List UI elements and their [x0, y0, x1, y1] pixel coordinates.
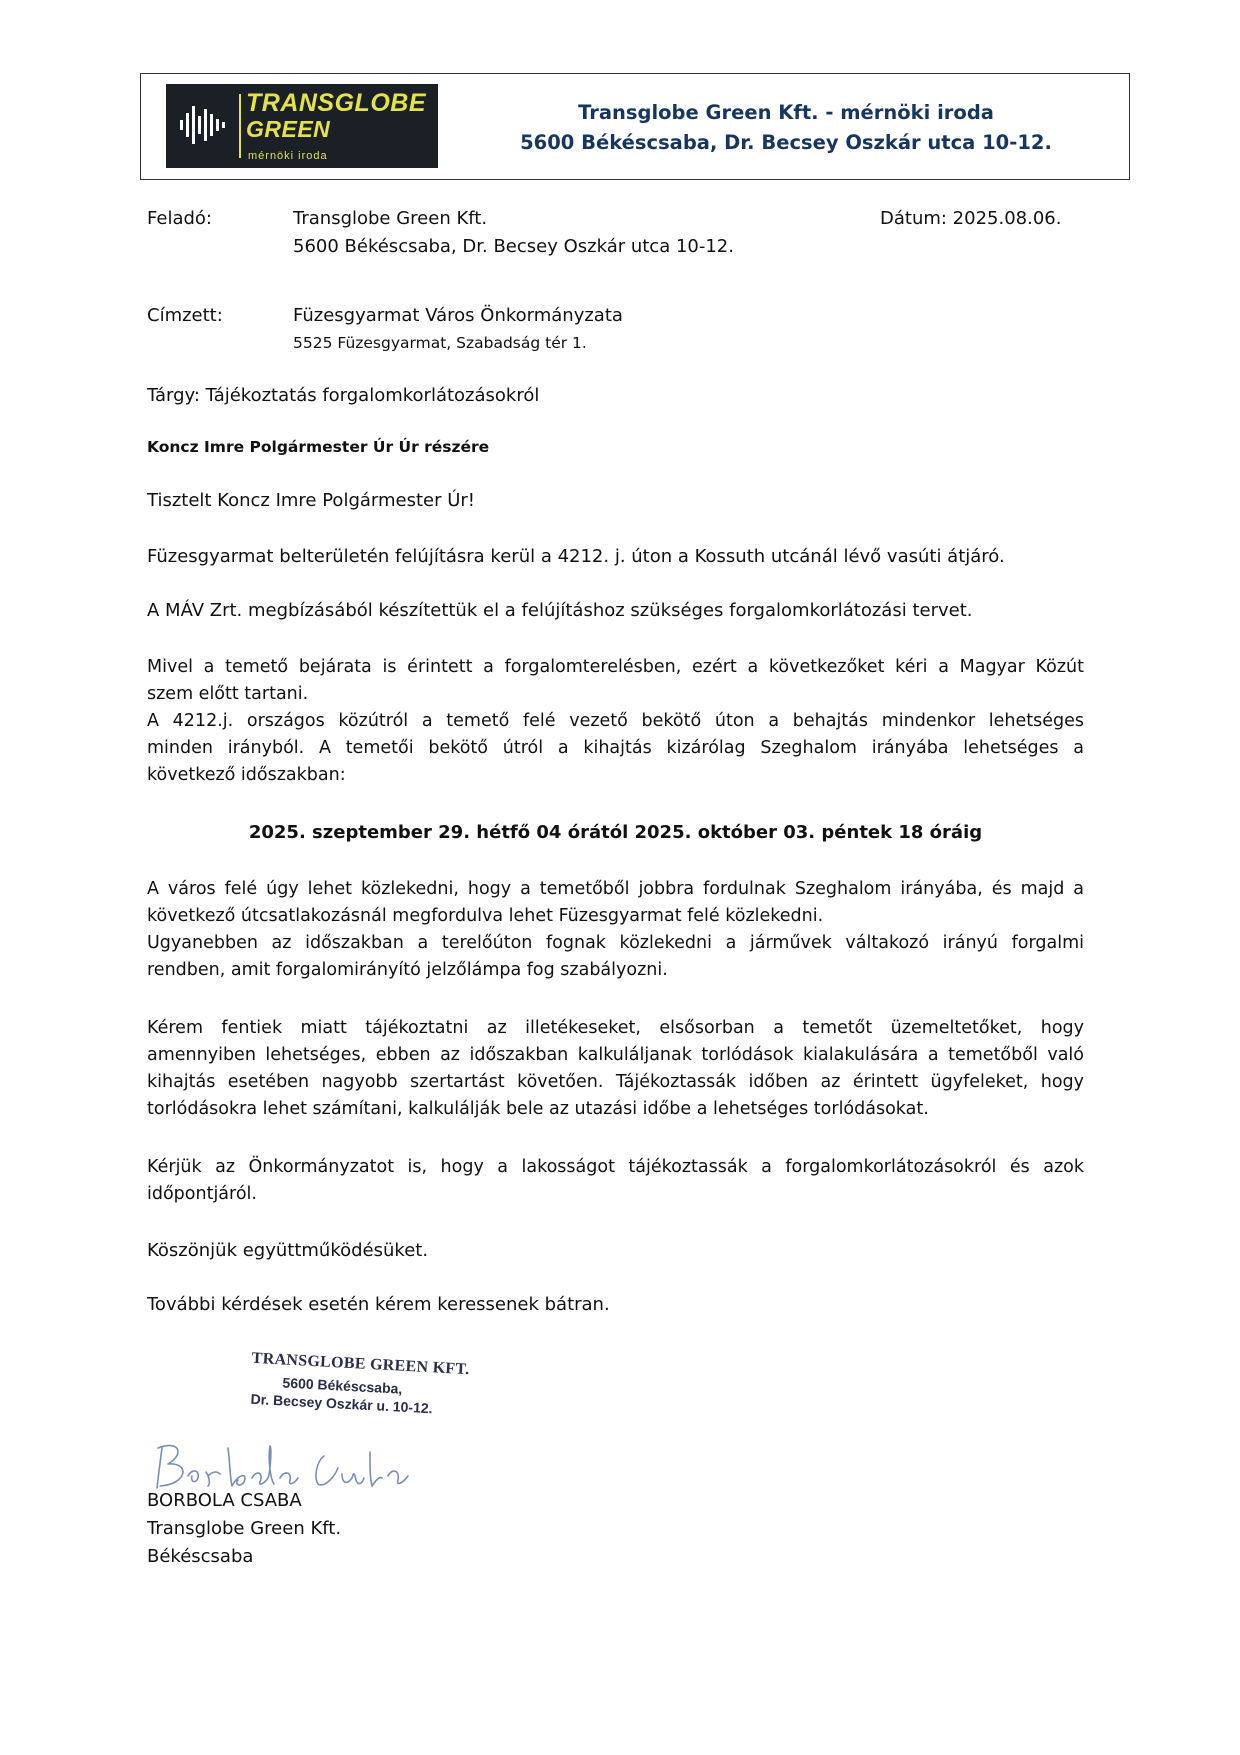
- paragraph-4-line-1: A város felé úgy lehet közlekedni, hogy a temetőből jobbra fordulnak Szeghalom irányába, és majd a: [147, 879, 1084, 899]
- company-stamp: [243, 1349, 470, 1441]
- letter-date: Dátum: 2025.08.06.: [880, 208, 1062, 229]
- sender-address: 5600 Békéscsaba, Dr. Becsey Oszkár utca 10-12.: [293, 236, 734, 257]
- restriction-period: 2025. szeptember 29. hétfő 04 órától 2025. október 03. péntek 18 óráig: [248, 822, 983, 843]
- recipient-name: Füzesgyarmat Város Önkormányzata: [293, 305, 623, 326]
- paragraph-5-line-4: torlódásokra lehet számítani, kalkulálják bele az utazási időbe a lehetséges torlódásokat.: [147, 1099, 929, 1119]
- stamp-line-1: TRANSGLOBE GREEN KFT.: [251, 1349, 470, 1379]
- signatory-name: BORBOLA CSABA: [147, 1490, 302, 1511]
- sound-wave-icon: [178, 100, 228, 150]
- paragraph-5-line-1: Kérem fentiek miatt tájékoztatni az illetékeseket, elsősorban a temetőt üzemeltetőket, hogy: [147, 1018, 1084, 1038]
- paragraph-4-line-4: rendben, amit forgalomirányító jelzőlámpa fog szabályozni.: [147, 960, 668, 980]
- attention-line: Koncz Imre Polgármester Úr Úr részére: [147, 438, 490, 456]
- sender-label: Feladó:: [147, 208, 212, 229]
- logo-divider: [239, 94, 241, 158]
- letterhead-text: [456, 98, 1116, 158]
- paragraph-5: [147, 1015, 1084, 1123]
- paragraph-4-line-3: Ugyanebben az időszakban a terelőúton fognak közlekedni a járművek váltakozó irányú forgalmi: [147, 933, 1084, 953]
- letterhead: [140, 73, 1130, 180]
- handwritten-signature: [148, 1428, 418, 1498]
- stamp-line-2: 5600 Békéscsaba,: [282, 1374, 403, 1397]
- signatory-company: Transglobe Green Kft.: [147, 1518, 342, 1539]
- paragraph-3: [147, 654, 1084, 789]
- paragraph-2: A MÁV Zrt. megbízásából készítettük el a felújításhoz szükséges forgalomkorlátozási tervet.: [147, 600, 973, 621]
- paragraph-3-line-2: szem előtt tartani.: [147, 684, 309, 704]
- logo-text-transglobe: TRANSGLOBE: [246, 89, 426, 117]
- signatory-city: Békéscsaba: [147, 1546, 254, 1567]
- recipient-label: Címzett:: [147, 305, 223, 326]
- paragraph-8: További kérdések esetén kérem keressenek bátran.: [147, 1294, 610, 1315]
- logo-text-subtitle: mérnöki iroda: [248, 150, 328, 162]
- paragraph-4-line-2: következő útcsatlakozásnál megfordulva lehet Füzesgyarmat felé közlekedni.: [147, 906, 824, 926]
- paragraph-6: [147, 1154, 1084, 1208]
- sender-name: Transglobe Green Kft.: [293, 208, 488, 229]
- paragraph-5-line-3: kihajtás esetében nagyobb szertartást követően. Tájékoztassák időben az érintett ügyfeleket, hogy: [147, 1072, 1084, 1092]
- recipient-address: 5525 Füzesgyarmat, Szabadság tér 1.: [293, 334, 587, 352]
- paragraph-7: Köszönjük együttműködésüket.: [147, 1240, 429, 1261]
- paragraph-5-line-2: amennyiben lehetséges, ebben az időszakban kalkuláljanak torlódások kialakulására a temetőből való: [147, 1045, 1084, 1065]
- company-logo: [166, 84, 438, 168]
- paragraph-3-line-5: következő időszakban:: [147, 765, 346, 785]
- paragraph-3-line-4: minden irányból. A temetői bekötő útról a kihajtás kizárólag Szeghalom irányába lehetséges a: [147, 738, 1084, 758]
- stamp-line-3: Dr. Becsey Oszkár u. 10-12.: [250, 1390, 433, 1417]
- paragraph-6-line-1: Kérjük az Önkormányzatot is, hogy a lakosságot tájékoztassák a forgalomkorlátozásokról és azok: [147, 1157, 1084, 1177]
- letterhead-address: 5600 Békéscsaba, Dr. Becsey Oszkár utca 10-12.: [520, 131, 1052, 154]
- paragraph-6-line-2: időpontjáról.: [147, 1184, 257, 1204]
- paragraph-3-line-3: A 4212.j. országos közútról a temető felé vezető bekötő úton a behajtás mindenkor lehetséges: [147, 711, 1084, 731]
- paragraph-3-line-1: Mivel a temető bejárata is érintett a forgalomterelésben, ezért a következőket kéri a Magyar Közút: [147, 657, 1084, 677]
- salutation: Tisztelt Koncz Imre Polgármester Úr!: [147, 490, 476, 511]
- logo-text-green: GREEN: [246, 116, 331, 142]
- subject-line: Tárgy: Tájékoztatás forgalomkorlátozásokról: [147, 385, 540, 406]
- paragraph-1: Füzesgyarmat belterületén felújításra kerül a 4212. j. úton a Kossuth utcánál lévő vasúti átjáró.: [147, 546, 1005, 567]
- letterhead-company: Transglobe Green Kft. - mérnöki iroda: [578, 101, 994, 124]
- paragraph-4: [147, 876, 1084, 984]
